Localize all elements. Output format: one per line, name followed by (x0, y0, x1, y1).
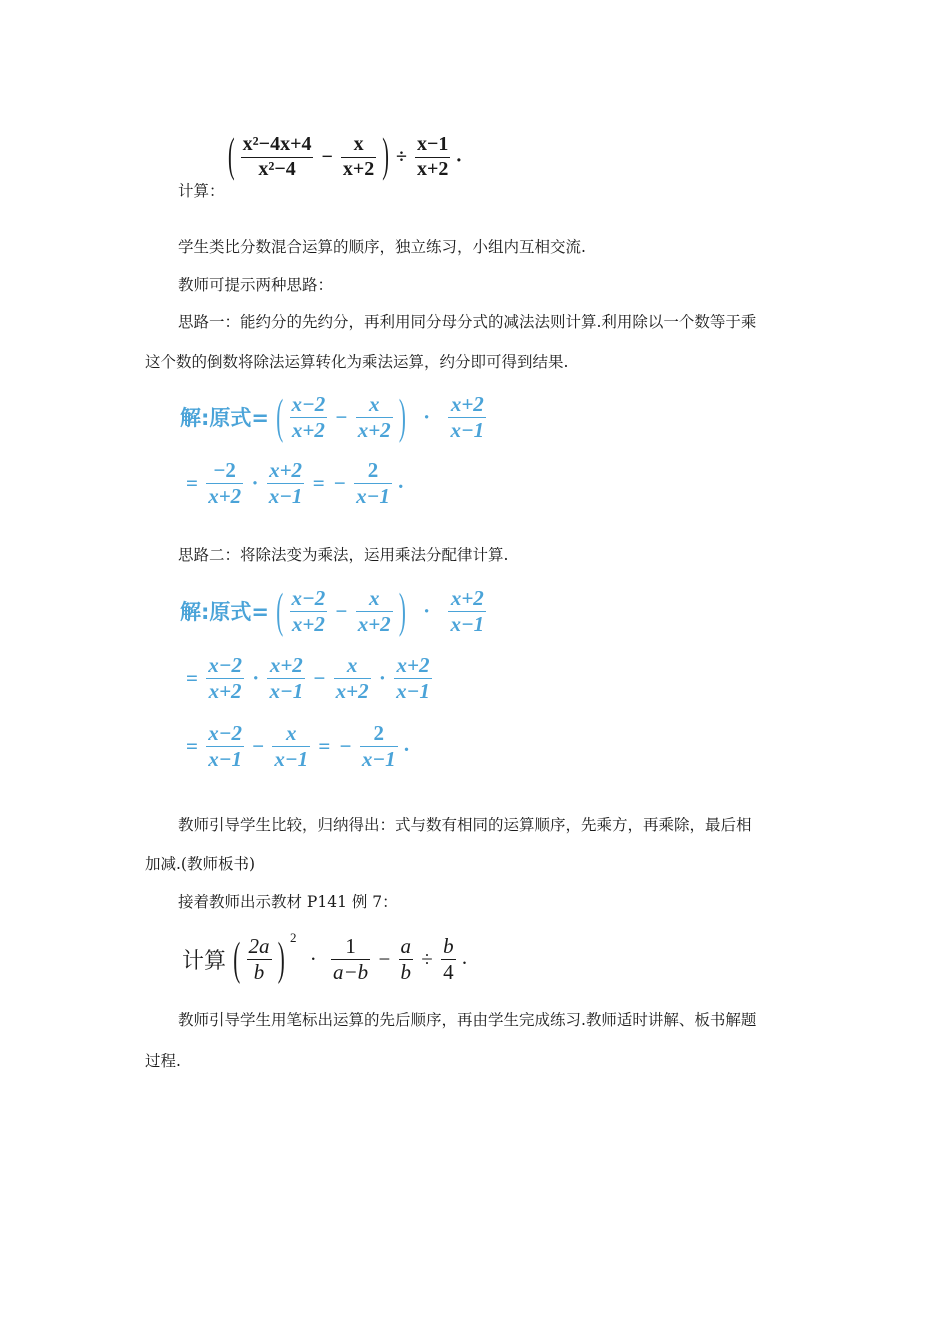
fraction: $\frac{\text{x²−4x+4}}{\text{x²−4}}$ (242, 133, 312, 180)
paragraph-6: 接着教师出示教材 P141 例 7： (178, 893, 398, 911)
example-7-expression: 计算 ( $\frac{2a}{b}$ ) $^2$ · $\frac{1}{a-b}$ − $\frac{a}{b}$ ÷ $\frac{b}{4}$ . (182, 930, 468, 985)
paragraph-3-line-1: 思路一：能约分的先约分，再利用同分母分式的减法法则计算.利用除以一个数等于乘 (178, 313, 757, 331)
paragraph-7-line-2: 过程. (145, 1052, 181, 1070)
problem-label: 计算： (178, 182, 225, 200)
paragraph-5-line-1: 教师引导学生比较，归纳得出：式与数有相同的运算顺序，先乘方，再乘除，最后相 (178, 816, 752, 834)
solution-2-line-3: = $\frac{x-2}{x-1}$ − $\frac{x}{x-1}$ = − $\frac{2}{x-1}$ . (186, 721, 410, 772)
solution-2-line-2: = $\frac{x-2}{x+2}$ · $\frac{x+2}{x-1}$ − $\frac{x}{x+2}$ · $\frac{x+2}{x-1}$ (186, 653, 430, 704)
fraction: $\frac{x}{x+2}$ (342, 133, 375, 180)
paragraph-4: 思路二：将除法变为乘法，运用乘法分配律计算. (178, 546, 509, 564)
fraction: $\frac{x-1}{x+2}$ (416, 133, 449, 180)
paragraph-1: 学生类比分数混合运算的顺序，独立练习，小组内互相交流. (178, 238, 586, 256)
solution-2-line-1: 解:原式= ( $\frac{x-2}{x+2}$ − $\frac{x}{x+2}$ ) · $\frac{x+2}{x-1}$ (180, 582, 485, 638)
solution-1-line-2: = $\frac{-2}{x+2}$ · $\frac{x+2}{x-1}$ = − $\frac{2}{x-1}$ . (186, 458, 404, 509)
paragraph-2: 教师可提示两种思路： (178, 276, 334, 294)
solution-1-line-1: 解:原式= ( $\frac{x-2}{x+2}$ − $\frac{x}{x+2}$ ) · $\frac{x+2}{x-1}$ (180, 388, 485, 444)
paragraph-3-line-2: 这个数的倒数将除法运算转化为乘法运算，约分即可得到结果. (145, 353, 569, 371)
paragraph-7-line-1: 教师引导学生用笔标出运算的先后顺序，再由学生完成练习.教师适时讲解、板书解题 (178, 1011, 757, 1029)
paragraph-5-line-2: 加减.(教师板书) (145, 855, 256, 873)
problem-expression: ( $\frac{\text{x²−4x+4}}{\text{x²−4}}$ − $\frac{x}{x+2}$ ) ÷ $\frac{x-1}{x+2}$ . (228, 129, 462, 183)
